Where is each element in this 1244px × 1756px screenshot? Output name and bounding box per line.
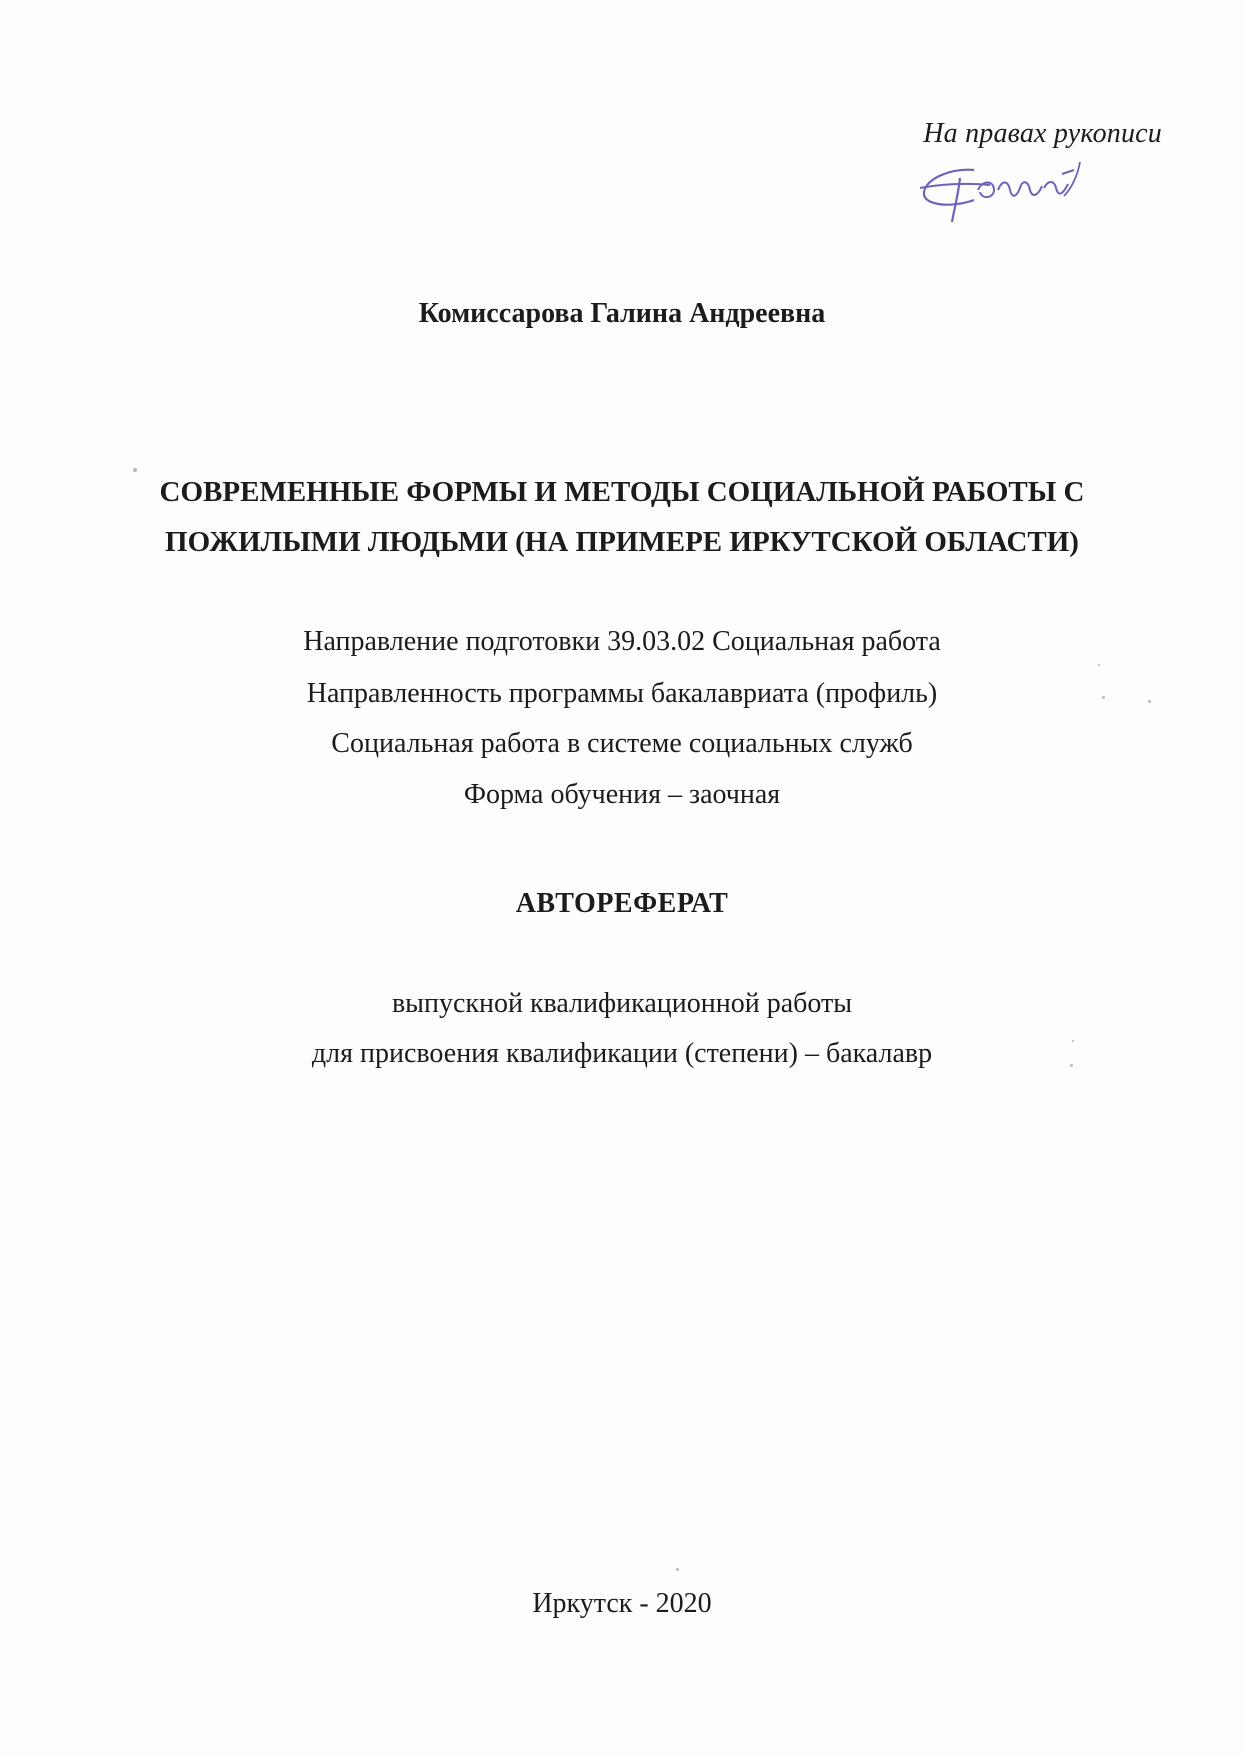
thesis-title-line-2: ПОЖИЛЫМИ ЛЮДЬМИ (НА ПРИМЕРЕ ИРКУТСКОЙ ОБЛАСТИ) (165, 526, 1079, 558)
scan-speck (133, 468, 137, 472)
scan-speck (1102, 696, 1105, 699)
study-form: Форма обучения – заочная (463, 779, 781, 810)
handwritten-signature (912, 150, 1102, 230)
scan-speck (676, 1568, 679, 1571)
scan-speck (1098, 664, 1100, 666)
program-profile: Социальная работа в системе социальных служб (331, 728, 913, 759)
thesis-title-line-1: СОВРЕМЕННЫЕ ФОРМЫ И МЕТОДЫ СОЦИАЛЬНОЙ РАБОТЫ С (159, 476, 1085, 508)
city-year: Иркутск - 2020 (532, 1588, 712, 1619)
scan-speck (1072, 1040, 1074, 1042)
author-name: Комиссарова Галина Андреевна (418, 298, 826, 329)
rights-note: На правах рукописи (923, 118, 1162, 149)
program-direction: Направление подготовки 39.03.02 Социальная работа (303, 626, 941, 657)
scan-speck (1148, 700, 1151, 703)
program-focus: Направленность программы бакалавриата (профиль) (306, 678, 938, 709)
scan-speck (1070, 1064, 1073, 1067)
document-type: АВТОРЕФЕРАТ (515, 888, 729, 919)
description-line-2: для присвоения квалификации (степени) – бакалавр (311, 1038, 933, 1069)
description-line-1: выпускной квалификационной работы (391, 988, 853, 1019)
